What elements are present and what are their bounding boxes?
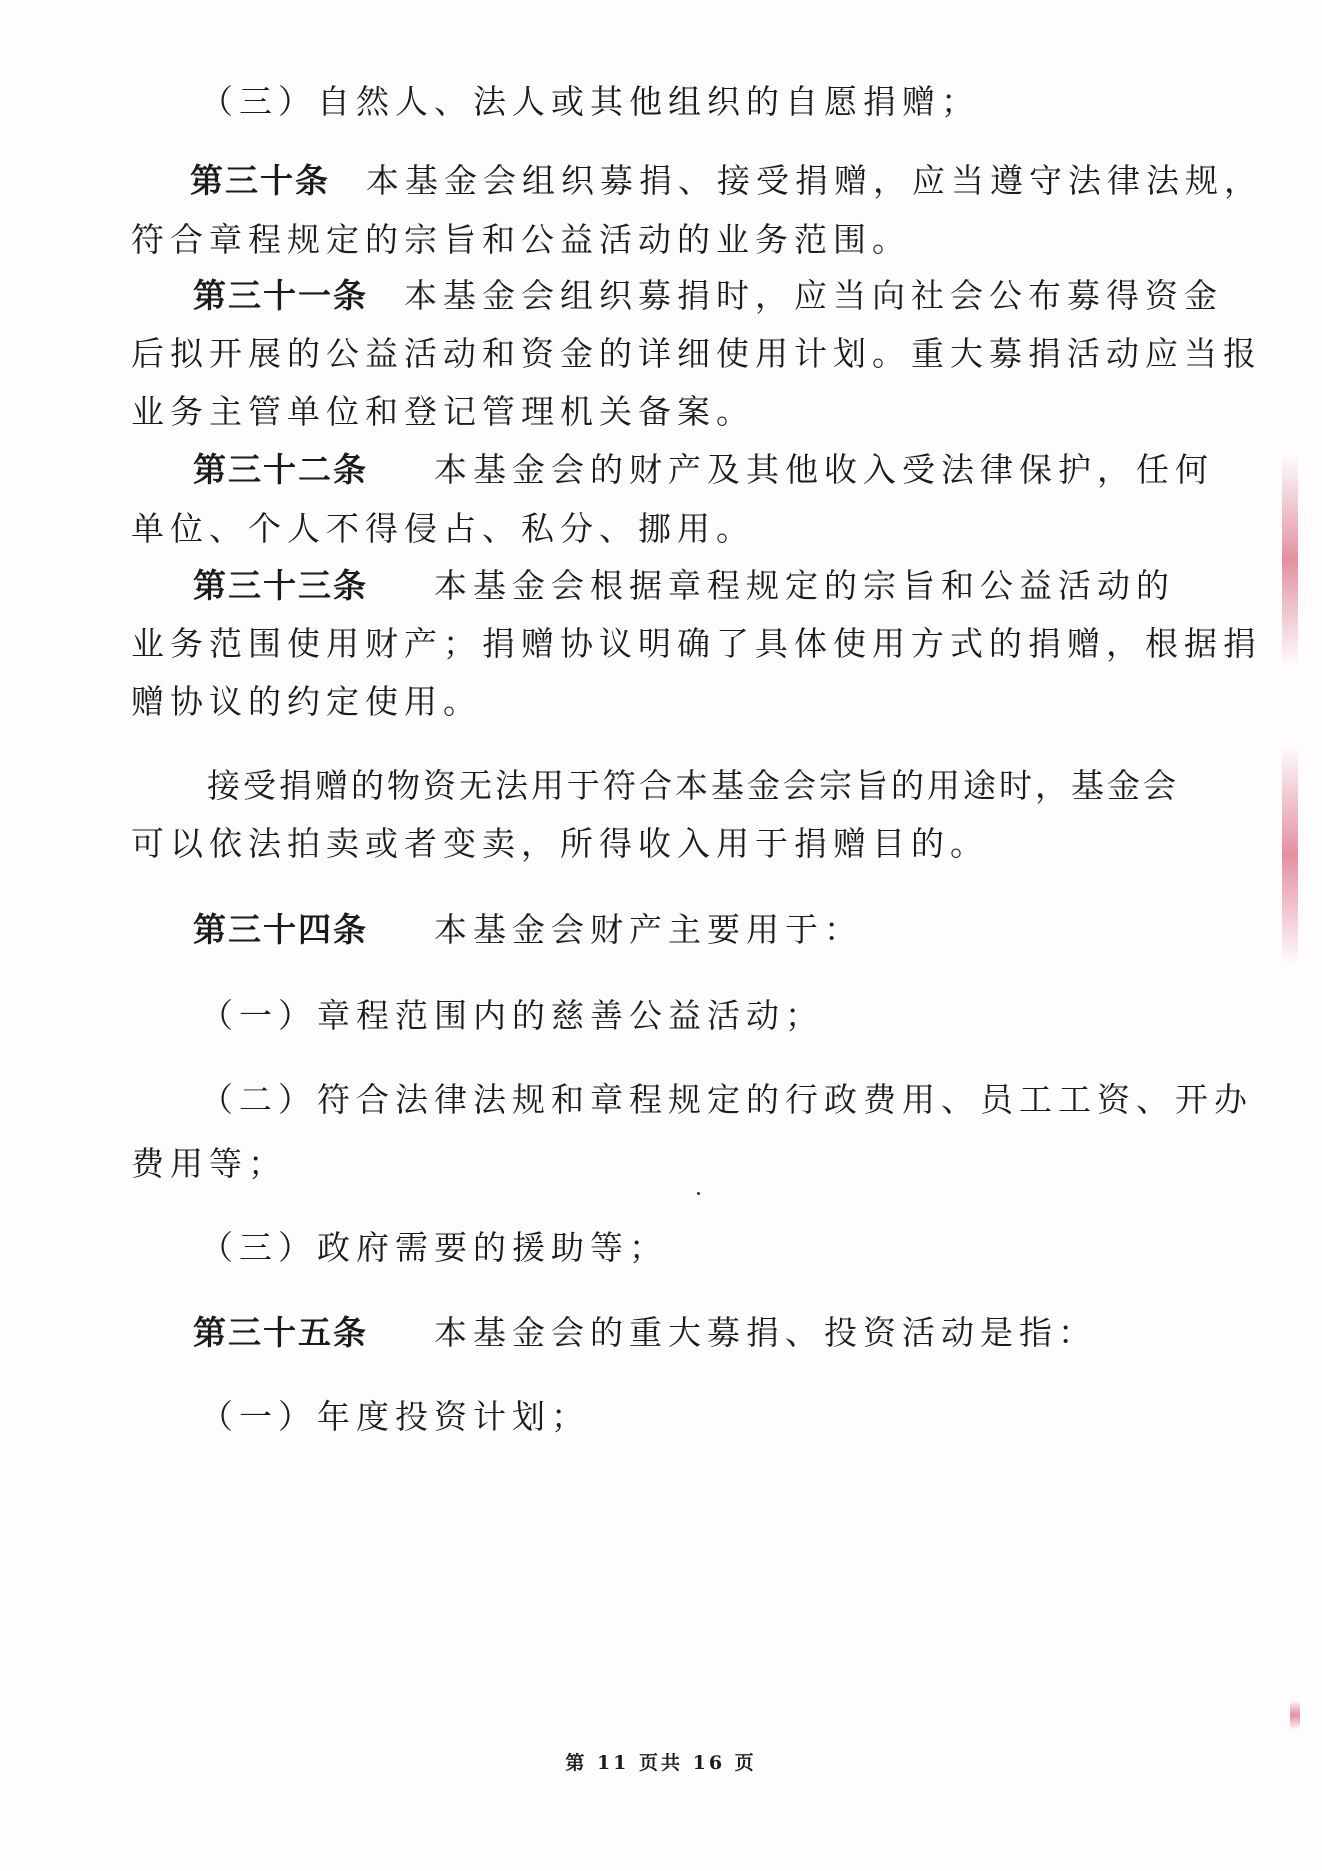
text-line xyxy=(200,1397,590,1437)
line-text: 业务范围使用财产；捐赠协议明确了具体使用方式的捐赠，根据捐 xyxy=(131,624,1262,663)
text-line xyxy=(131,334,1262,374)
line-text: 本基金会财产主要用于： xyxy=(434,910,863,949)
text-line xyxy=(131,509,755,549)
line-text: 本基金会的重大募捐、投资活动是指： xyxy=(434,1313,1097,1352)
text-line xyxy=(200,82,980,122)
text-line xyxy=(200,996,824,1036)
line-text: 后拟开展的公益活动和资金的详细使用计划。重大募捐活动应当报 xyxy=(131,334,1262,373)
article-number: 第三十一条 xyxy=(193,276,368,315)
text-line xyxy=(131,682,482,722)
article-number: 第三十二条 xyxy=(193,450,368,489)
text-line xyxy=(200,1228,668,1268)
line-text: 业务主管单位和登记管理机关备案。 xyxy=(131,392,755,431)
page-footer: 第 11 页共 16 页 xyxy=(565,1752,757,1774)
article-paragraph xyxy=(193,450,1214,490)
article-paragraph xyxy=(193,1313,1097,1353)
line-text: 可以依法拍卖或者变卖，所得收入用于捐赠目的。 xyxy=(131,824,989,863)
line-text: （一）年度投资计划； xyxy=(200,1397,590,1436)
line-text: 赠协议的约定使用。 xyxy=(131,682,482,721)
line-text: 本基金会组织募捐、接受捐赠，应当遵守法律法规， xyxy=(366,161,1263,200)
text-line xyxy=(200,1080,1253,1120)
line-text: 接受捐赠的物资无法用于符合本基金会宗旨的用途时，基金会 xyxy=(207,766,1179,805)
line-text: （三）自然人、法人或其他组织的自愿捐赠； xyxy=(200,82,980,121)
seal-mark xyxy=(1290,1700,1300,1730)
speck xyxy=(697,1192,700,1195)
line-text: （三）政府需要的援助等； xyxy=(200,1228,668,1267)
article-number: 第三十五条 xyxy=(193,1313,368,1352)
text-line xyxy=(131,220,911,260)
seal-mark xyxy=(1282,745,1298,965)
seal-mark xyxy=(1282,455,1298,665)
text-line xyxy=(131,392,755,432)
article-paragraph xyxy=(190,161,1263,201)
text-line xyxy=(131,624,1262,664)
line-text: （二）符合法律法规和章程规定的行政费用、员工工资、开办 xyxy=(200,1080,1253,1119)
line-text: 本基金会的财产及其他收入受法律保护，任何 xyxy=(434,450,1214,489)
text-line xyxy=(131,1144,287,1184)
article-number: 第三十三条 xyxy=(193,566,368,605)
line-text: 本基金会组织募捐时，应当向社会公布募得资金 xyxy=(404,276,1223,315)
article-number: 第三十四条 xyxy=(193,910,368,949)
article-paragraph xyxy=(193,910,863,950)
text-line xyxy=(131,824,989,864)
line-text: 费用等； xyxy=(131,1144,287,1183)
line-text: 单位、个人不得侵占、私分、挪用。 xyxy=(131,509,755,548)
text-line xyxy=(207,766,1179,806)
line-text: 符合章程规定的宗旨和公益活动的业务范围。 xyxy=(131,220,911,259)
line-text: 本基金会根据章程规定的宗旨和公益活动的 xyxy=(434,566,1175,605)
line-text: （一）章程范围内的慈善公益活动； xyxy=(200,996,824,1035)
article-paragraph xyxy=(193,566,1175,606)
article-number: 第三十条 xyxy=(190,161,330,200)
article-paragraph xyxy=(193,276,1223,316)
